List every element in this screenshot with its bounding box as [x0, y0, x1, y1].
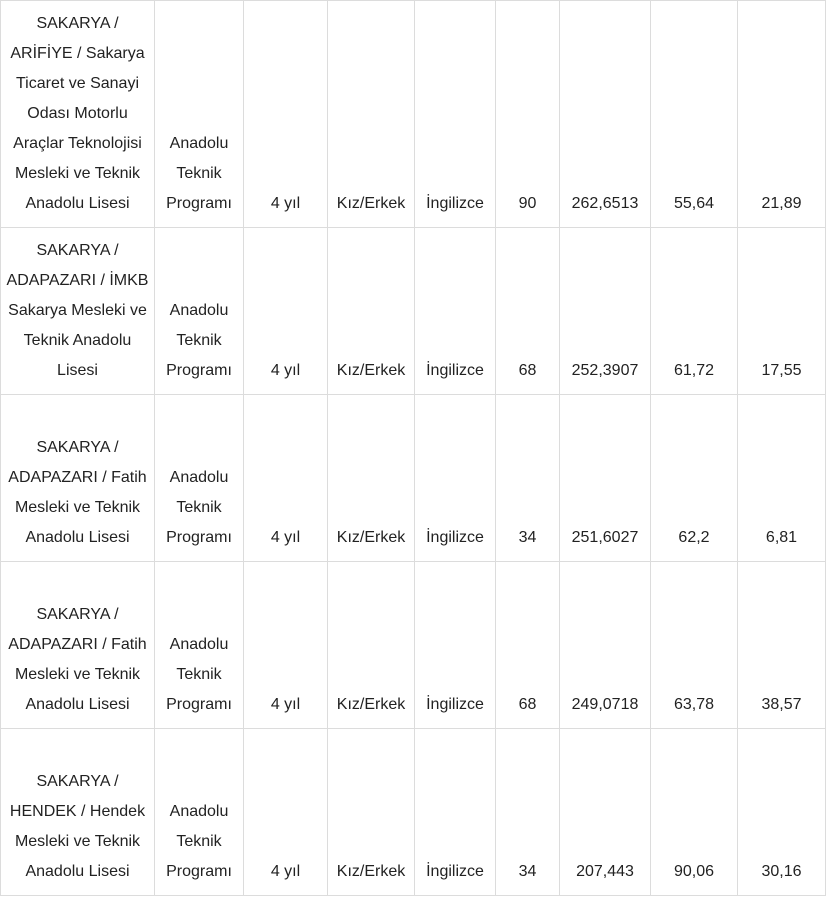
table-row	[1, 395, 826, 562]
last-value-cell: 38,57	[738, 562, 826, 729]
program-cell: Anadolu Teknik Programı	[155, 228, 244, 395]
program-cell: Anadolu Teknik Programı	[155, 562, 244, 729]
gender-cell: Kız/Erkek	[328, 729, 415, 896]
quota-cell: 34	[496, 729, 560, 896]
school-name-cell: SAKARYA / ADAPAZARI / Fatih Mesleki ve Teknik Anadolu Lisesi	[1, 395, 155, 562]
quota-cell: 68	[496, 228, 560, 395]
school-name-cell: SAKARYA / ADAPAZARI / Fatih Mesleki ve Teknik Anadolu Lisesi	[1, 562, 155, 729]
table-row	[1, 228, 826, 395]
duration-cell: 4 yıl	[244, 395, 328, 562]
percentile-cell: 55,64	[651, 1, 738, 228]
language-cell: İngilizce	[415, 1, 496, 228]
last-value-cell: 17,55	[738, 228, 826, 395]
gender-cell: Kız/Erkek	[328, 228, 415, 395]
percentile-cell: 63,78	[651, 562, 738, 729]
gender-cell: Kız/Erkek	[328, 1, 415, 228]
program-cell: Anadolu Teknik Programı	[155, 395, 244, 562]
duration-cell: 4 yıl	[244, 1, 328, 228]
quota-cell: 34	[496, 395, 560, 562]
school-name-cell: SAKARYA / HENDEK / Hendek Mesleki ve Teknik Anadolu Lisesi	[1, 729, 155, 896]
school-name-cell: SAKARYA / ADAPAZARI / İMKB Sakarya Mesleki ve Teknik Anadolu Lisesi	[1, 228, 155, 395]
score-cell: 252,3907	[560, 228, 651, 395]
score-cell: 207,443	[560, 729, 651, 896]
program-cell: Anadolu Teknik Programı	[155, 1, 244, 228]
table-row	[1, 562, 826, 729]
gender-cell: Kız/Erkek	[328, 395, 415, 562]
language-cell: İngilizce	[415, 228, 496, 395]
last-value-cell: 30,16	[738, 729, 826, 896]
language-cell: İngilizce	[415, 562, 496, 729]
score-cell: 249,0718	[560, 562, 651, 729]
duration-cell: 4 yıl	[244, 729, 328, 896]
table-row	[1, 729, 826, 896]
table-row	[1, 1, 826, 228]
program-cell: Anadolu Teknik Programı	[155, 729, 244, 896]
language-cell: İngilizce	[415, 395, 496, 562]
gender-cell: Kız/Erkek	[328, 562, 415, 729]
score-cell: 262,6513	[560, 1, 651, 228]
quota-cell: 68	[496, 562, 560, 729]
percentile-cell: 61,72	[651, 228, 738, 395]
duration-cell: 4 yıl	[244, 562, 328, 729]
quota-cell: 90	[496, 1, 560, 228]
last-value-cell: 6,81	[738, 395, 826, 562]
score-cell: 251,6027	[560, 395, 651, 562]
school-name-cell: SAKARYA / ARİFİYE / Sakarya Ticaret ve Sanayi Odası Motorlu Araçlar Teknolojisi Mesleki ve Teknik Anadolu Lisesi	[1, 1, 155, 228]
duration-cell: 4 yıl	[244, 228, 328, 395]
last-value-cell: 21,89	[738, 1, 826, 228]
percentile-cell: 90,06	[651, 729, 738, 896]
percentile-cell: 62,2	[651, 395, 738, 562]
language-cell: İngilizce	[415, 729, 496, 896]
